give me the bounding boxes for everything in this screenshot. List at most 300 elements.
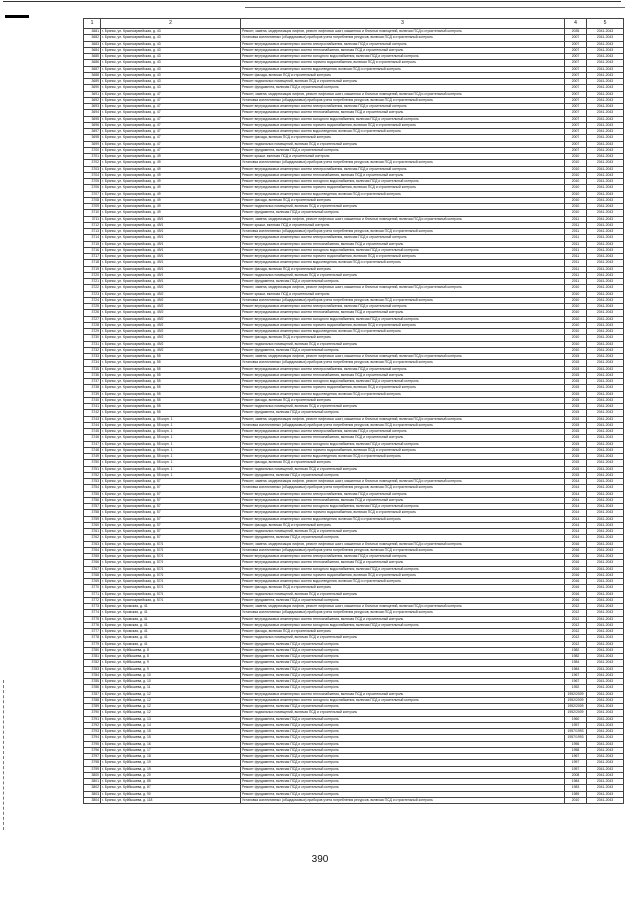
row-number: 3725 xyxy=(84,304,101,310)
row-period: 2041-2043 xyxy=(587,666,624,672)
row-number: 3695 xyxy=(84,116,101,122)
row-period: 2041-2043 xyxy=(587,129,624,135)
row-number: 3716 xyxy=(84,247,101,253)
row-year: 2012 xyxy=(565,616,587,622)
row-work-type: Ремонт фундамента, включая ПСД и строительный контроль xyxy=(241,672,565,678)
row-number: 3746 xyxy=(84,435,101,441)
row-address: г. Брянск, ул. Красноармейская, д. 57/1 xyxy=(101,566,241,572)
row-address: г. Брянск, ул. Кромская, д. 41 xyxy=(101,622,241,628)
row-period: 2041-2043 xyxy=(587,322,624,328)
row-work-type: Установка коллективных (общедомовых) приборов учета потребления ресурсов, включая ПСД и строительный контроль xyxy=(241,160,565,166)
row-address: г. Брянск, ул. Куйбышева, д. 12 xyxy=(101,691,241,697)
row-year: 1956 xyxy=(565,741,587,747)
row-year: 2015 xyxy=(565,366,587,372)
row-address: г. Брянск, ул. Красноармейская, д. 55 xyxy=(101,372,241,378)
row-number: 3713 xyxy=(84,229,101,235)
row-year: 2015 xyxy=(565,466,587,472)
row-work-type: Ремонт внутридомовых инженерных систем водоотведения, включая ПСД и строительный контроль xyxy=(241,260,565,266)
row-number: 3736 xyxy=(84,372,101,378)
row-year: 1967 xyxy=(565,679,587,685)
row-work-type: Ремонт фундамента, включая ПСД и строительный контроль xyxy=(241,597,565,603)
row-work-type: Ремонт фасада, включая ПСД и строительный контроль xyxy=(241,585,565,591)
row-period: 2041-2043 xyxy=(587,229,624,235)
row-period: 2041-2043 xyxy=(587,335,624,341)
row-year: 2014 xyxy=(565,485,587,491)
row-period: 2041-2043 xyxy=(587,747,624,753)
row-period: 2041-2043 xyxy=(587,272,624,278)
row-work-type: Ремонт внутридомовых инженерных систем электроснабжения, включая ПСД и строительный контроль xyxy=(241,491,565,497)
row-number: 3712 xyxy=(84,222,101,228)
row-address: г. Брянск, ул. Красноармейская, д. 55 xyxy=(101,354,241,360)
row-number: 3772 xyxy=(84,597,101,603)
row-work-type: Ремонт фундамента, включая ПСД и строительный контроль xyxy=(241,147,565,153)
row-period: 2041-2043 xyxy=(587,535,624,541)
row-work-type: Ремонт внутридомовых инженерных систем электроснабжения, включая ПСД и строительный контроль xyxy=(241,166,565,172)
row-number: 3803 xyxy=(84,791,101,797)
row-number: 3735 xyxy=(84,366,101,372)
row-number: 3738 xyxy=(84,385,101,391)
row-work-type: Ремонт фасада, включая ПСД и строительный контроль xyxy=(241,135,565,141)
row-address: г. Брянск, ул. Красноармейская, д. 49/2 xyxy=(101,304,241,310)
row-number: 3692 xyxy=(84,97,101,103)
row-work-type: Ремонт фундамента, включая ПСД и строительный контроль xyxy=(241,666,565,672)
row-year: 2007 xyxy=(565,135,587,141)
row-address: г. Брянск, ул. Куйбышева, д. 87 xyxy=(101,785,241,791)
row-period: 2041-2043 xyxy=(587,29,624,35)
row-year: 2010 xyxy=(565,154,587,160)
row-work-type: Ремонт внутридомовых инженерных систем теплоснабжения, включая ПСД и строительный контроль xyxy=(241,497,565,503)
row-address: г. Брянск, ул. Красноармейская, д. 47 xyxy=(101,141,241,147)
top-rule xyxy=(3,1,621,2)
row-number: 3737 xyxy=(84,379,101,385)
row-work-type: Ремонт, замена, модернизация лифтов, ремонт лифтовых шахт, машинных и блочных помещений, включая ПСД и строительный контроль xyxy=(241,479,565,485)
row-number: 3758 xyxy=(84,510,101,516)
row-period: 2041-2043 xyxy=(587,454,624,460)
row-period: 2041-2043 xyxy=(587,710,624,716)
row-period: 2041-2043 xyxy=(587,647,624,653)
row-work-type: Установка коллективных (общедомовых) приборов учета потребления ресурсов, включая ПСД и строительный контроль xyxy=(241,485,565,491)
row-year: 2007 xyxy=(565,91,587,97)
row-work-type: Ремонт внутридомовых инженерных систем холодного водоснабжения, включая ПСД и строительный контроль xyxy=(241,379,565,385)
row-number: 3786 xyxy=(84,685,101,691)
row-year: 1984 xyxy=(565,660,587,666)
row-year: 2015 xyxy=(565,410,587,416)
row-year: 2016 xyxy=(565,560,587,566)
row-period: 2041-2043 xyxy=(587,566,624,572)
row-work-type: Ремонт крыши, включая ПСД и строительный контроль xyxy=(241,291,565,297)
row-address: г. Брянск, ул. Красноармейская, д. 49 xyxy=(101,166,241,172)
row-period: 2041-2043 xyxy=(587,147,624,153)
row-address: г. Брянск, ул. Красноармейская, д. 57/1 xyxy=(101,541,241,547)
row-address: г. Брянск, ул. Красноармейская, д. 55 корп. 1 xyxy=(101,466,241,472)
row-year: 2010 xyxy=(565,191,587,197)
row-address: г. Брянск, ул. Кромская, д. 41 xyxy=(101,629,241,635)
row-year: 2011 xyxy=(565,222,587,228)
row-period: 2041-2043 xyxy=(587,154,624,160)
row-year: 2007 xyxy=(565,122,587,128)
row-work-type: Ремонт фундамента, включая ПСД и строительный контроль xyxy=(241,747,565,753)
row-work-type: Ремонт внутридомовых инженерных систем водоотведения, включая ПСД и строительный контроль xyxy=(241,129,565,135)
row-address: г. Брянск, ул. Красноармейская, д. 49/2 xyxy=(101,335,241,341)
row-number: 3776 xyxy=(84,622,101,628)
row-number: 3754 xyxy=(84,485,101,491)
row-work-type: Ремонт подвальных помещений, включая ПСД и строительный контроль xyxy=(241,141,565,147)
row-work-type: Установка коллективных (общедомовых) приборов учета потребления ресурсов, включая ПСД и строительный контроль xyxy=(241,422,565,428)
row-period: 2041-2043 xyxy=(587,35,624,41)
row-address: г. Брянск, ул. Куйбышева, д. 12 xyxy=(101,697,241,703)
row-period: 2041-2043 xyxy=(587,447,624,453)
header-col-year: 4 xyxy=(565,19,587,29)
row-number: 3783 xyxy=(84,666,101,672)
row-period: 2041-2043 xyxy=(587,297,624,303)
row-work-type: Ремонт внутридомовых инженерных систем водоотведения, включая ПСД и строительный контроль xyxy=(241,329,565,335)
row-work-type: Ремонт, замена, модернизация лифтов, ремонт лифтовых шахт, машинных и блочных помещений, включая ПСД и строительный контроль xyxy=(241,541,565,547)
row-number: 3688 xyxy=(84,72,101,78)
row-year: 2015 xyxy=(565,454,587,460)
row-work-type: Ремонт внутридомовых инженерных систем холодного водоснабжения, включая ПСД и строительный контроль xyxy=(241,441,565,447)
row-address: г. Брянск, ул. Красноармейская, д. 55 корп. 1 xyxy=(101,416,241,422)
row-period: 2041-2043 xyxy=(587,572,624,578)
row-work-type: Ремонт фундамента, включая ПСД и строительный контроль xyxy=(241,347,565,353)
row-address: г. Брянск, ул. Красноармейская, д. 49/2 xyxy=(101,297,241,303)
row-work-type: Ремонт фундамента, включая ПСД и строительный контроль xyxy=(241,772,565,778)
row-work-type: Ремонт внутридомовых инженерных систем электроснабжения, включая ПСД и строительный контроль xyxy=(241,366,565,372)
row-period: 2041-2043 xyxy=(587,79,624,85)
row-address: г. Брянск, ул. Красноармейская, д. 47 xyxy=(101,135,241,141)
row-year: 2011 xyxy=(565,279,587,285)
row-year: 1957 xyxy=(565,766,587,772)
row-address: г. Брянск, ул. Красноармейская, д. 43 xyxy=(101,79,241,85)
row-number: 3715 xyxy=(84,241,101,247)
row-address: г. Брянск, ул. Красноармейская, д. 55 корп. 1 xyxy=(101,422,241,428)
row-number: 3740 xyxy=(84,397,101,403)
row-number: 3788 xyxy=(84,697,101,703)
row-year: 1952 xyxy=(565,685,587,691)
row-year: 2014 xyxy=(565,504,587,510)
row-address: г. Брянск, ул. Куйбышева, д. 10 xyxy=(101,679,241,685)
row-year: 1958 xyxy=(565,747,587,753)
row-number: 3774 xyxy=(84,610,101,616)
row-number: 3797 xyxy=(84,754,101,760)
row-work-type: Ремонт внутридомовых инженерных систем горячего водоснабжения, включая ПСД и строительный контроль xyxy=(241,447,565,453)
row-year: 2015 xyxy=(565,441,587,447)
row-address: г. Брянск, ул. Куйбышева, д. 19 xyxy=(101,760,241,766)
row-address: г. Брянск, ул. Куйбышева, д. 18 xyxy=(101,754,241,760)
row-year: 2016 xyxy=(565,572,587,578)
row-number: 3700 xyxy=(84,147,101,153)
row-work-type: Ремонт фасада, включая ПСД и строительный контроль xyxy=(241,197,565,203)
row-number: 3804 xyxy=(84,797,101,803)
row-number: 3724 xyxy=(84,297,101,303)
row-year: 2010 xyxy=(565,335,587,341)
row-address: г. Брянск, ул. Куйбышева, д. 12 xyxy=(101,704,241,710)
register-table xyxy=(83,18,624,804)
row-year: 2015 xyxy=(565,435,587,441)
row-year: 1967 xyxy=(565,754,587,760)
row-number: 3717 xyxy=(84,254,101,260)
row-number: 3684 xyxy=(84,47,101,53)
row-address: г. Брянск, ул. Красноармейская, д. 47 xyxy=(101,91,241,97)
row-address: г. Брянск, ул. Красноармейская, д. 55 xyxy=(101,410,241,416)
row-address: г. Брянск, ул. Красноармейская, д. 49/1 xyxy=(101,266,241,272)
row-period: 2041-2043 xyxy=(587,547,624,553)
row-work-type: Ремонт внутридомовых инженерных систем водоотведения, включая ПСД и строительный контроль xyxy=(241,579,565,585)
row-period: 2041-2043 xyxy=(587,360,624,366)
row-year: 1983 xyxy=(565,785,587,791)
row-number: 3756 xyxy=(84,497,101,503)
row-period: 2041-2043 xyxy=(587,166,624,172)
row-number: 3760 xyxy=(84,522,101,528)
row-number: 3726 xyxy=(84,310,101,316)
row-work-type: Ремонт, замена, модернизация лифтов, ремонт лифтовых шахт, машинных и блочных помещений, включая ПСД и строительный контроль xyxy=(241,285,565,291)
row-period: 2041-2043 xyxy=(587,354,624,360)
row-address: г. Брянск, ул. Куйбышева, д. 11 xyxy=(101,685,241,691)
row-number: 3742 xyxy=(84,410,101,416)
row-address: г. Брянск, ул. Красноармейская, д. 49/1 xyxy=(101,235,241,241)
row-period: 2041-2043 xyxy=(587,291,624,297)
row-address: г. Брянск, ул. Красноармейская, д. 49/2 xyxy=(101,316,241,322)
row-address: г. Брянск, ул. Куйбышева, д. 14 xyxy=(101,722,241,728)
row-address: г. Брянск, ул. Куйбышева, д. 19 xyxy=(101,766,241,772)
row-year: 2007 xyxy=(565,54,587,60)
row-address: г. Брянск, ул. Красноармейская, д. 43 xyxy=(101,54,241,60)
row-work-type: Ремонт фундамента, включая ПСД и строительный контроль xyxy=(241,741,565,747)
row-work-type: Ремонт фасада, включая ПСД и строительный контроль xyxy=(241,629,565,635)
row-work-type: Ремонт, замена, модернизация лифтов, ремонт лифтовых шахт, машинных и блочных помещений, включая ПСД и строительный контроль xyxy=(241,604,565,610)
row-address: г. Брянск, ул. Куйбышева, д. 85 xyxy=(101,779,241,785)
top-rule-secondary xyxy=(245,7,625,8)
row-number: 3780 xyxy=(84,647,101,653)
row-year: 2035 xyxy=(565,29,587,35)
row-work-type: Ремонт фундамента, включая ПСД и строительный контроль xyxy=(241,766,565,772)
row-year: 2007 xyxy=(565,60,587,66)
row-number: 3752 xyxy=(84,472,101,478)
row-period: 2041-2043 xyxy=(587,266,624,272)
table-body xyxy=(84,29,624,804)
header-col-address: 2 xyxy=(101,19,241,29)
row-year: 2008 xyxy=(565,772,587,778)
row-year: 2012 xyxy=(565,635,587,641)
row-work-type: Ремонт фундамента, включая ПСД и строительный контроль xyxy=(241,754,565,760)
row-work-type: Ремонт внутридомовых инженерных систем электроснабжения, включая ПСД и строительный контроль xyxy=(241,235,565,241)
row-address: г. Брянск, ул. Красноармейская, д. 49 xyxy=(101,197,241,203)
row-period: 2041-2043 xyxy=(587,704,624,710)
row-address: г. Брянск, ул. Красноармейская, д. 49/1 xyxy=(101,260,241,266)
header-col-number: 1 xyxy=(84,19,101,29)
row-address: г. Брянск, ул. Красноармейская, д. 47 xyxy=(101,122,241,128)
row-number: 3703 xyxy=(84,166,101,172)
row-year: 2015 xyxy=(565,422,587,428)
row-address: г. Брянск, ул. Красноармейская, д. 55 xyxy=(101,379,241,385)
row-number: 3770 xyxy=(84,585,101,591)
row-number: 3696 xyxy=(84,122,101,128)
row-number: 3768 xyxy=(84,572,101,578)
row-number: 3791 xyxy=(84,716,101,722)
row-work-type: Ремонт фасада, включая ПСД и строительный контроль xyxy=(241,397,565,403)
row-period: 2041-2043 xyxy=(587,222,624,228)
row-work-type: Ремонт фундамента, включая ПСД и строительный контроль xyxy=(241,410,565,416)
row-work-type: Ремонт внутридомовых инженерных систем водоотведения, включая ПСД и строительный контроль xyxy=(241,66,565,72)
row-year: 1957 xyxy=(565,760,587,766)
row-period: 2041-2043 xyxy=(587,554,624,560)
row-number: 3779 xyxy=(84,641,101,647)
row-number: 3800 xyxy=(84,772,101,778)
row-number: 3730 xyxy=(84,335,101,341)
row-period: 2041-2043 xyxy=(587,660,624,666)
row-work-type: Ремонт внутридомовых инженерных систем электроснабжения, включая ПСД и строительный контроль xyxy=(241,41,565,47)
row-number: 3701 xyxy=(84,154,101,160)
row-address: г. Брянск, ул. Красноармейская, д. 49/1 xyxy=(101,247,241,253)
row-address: г. Брянск, ул. Красноармейская, д. 49 xyxy=(101,179,241,185)
row-work-type: Ремонт внутридомовых инженерных систем теплоснабжения, включая ПСД и строительный контроль xyxy=(241,560,565,566)
row-period: 2041-2043 xyxy=(587,316,624,322)
row-year: 2015 xyxy=(565,391,587,397)
row-work-type: Ремонт внутридомовых инженерных систем теплоснабжения, включая ПСД и строительный контроль xyxy=(241,435,565,441)
page-number: 390 xyxy=(311,854,329,865)
row-work-type: Ремонт внутридомовых инженерных систем водоотведения, включая ПСД и строительный контроль xyxy=(241,516,565,522)
row-work-type: Ремонт внутридомовых инженерных систем горячего водоснабжения, включая ПСД и строительный контроль xyxy=(241,185,565,191)
row-period: 2041-2043 xyxy=(587,472,624,478)
header-col-period: 5 xyxy=(587,19,624,29)
row-period: 2041-2043 xyxy=(587,635,624,641)
row-number: 3775 xyxy=(84,616,101,622)
row-year: 1982 xyxy=(565,654,587,660)
row-work-type: Ремонт фундамента, включая ПСД и строительный контроль xyxy=(241,722,565,728)
row-address: г. Брянск, ул. Красноармейская, д. 47 xyxy=(101,116,241,122)
row-period: 2041-2043 xyxy=(587,172,624,178)
row-work-type: Ремонт внутридомовых инженерных систем холодного водоснабжения, включая ПСД и строительный контроль xyxy=(241,622,565,628)
row-year: 2011 xyxy=(565,272,587,278)
row-work-type: Ремонт внутридомовых инженерных систем холодного водоснабжения, включая ПСД и строительный контроль xyxy=(241,504,565,510)
row-period: 2041-2043 xyxy=(587,141,624,147)
row-number: 3799 xyxy=(84,766,101,772)
row-period: 2041-2043 xyxy=(587,104,624,110)
row-year: 2015 xyxy=(565,460,587,466)
row-work-type: Установка коллективных (общедомовых) приборов учета потребления ресурсов, включая ПСД и строительный контроль xyxy=(241,229,565,235)
row-work-type: Ремонт внутридомовых инженерных систем электроснабжения, включая ПСД и строительный контроль xyxy=(241,429,565,435)
row-period: 2041-2043 xyxy=(587,135,624,141)
row-number: 3778 xyxy=(84,635,101,641)
row-year: 2016 xyxy=(565,579,587,585)
row-year: 2014 xyxy=(565,479,587,485)
row-work-type: Ремонт внутридомовых инженерных систем теплоснабжения, включая ПСД и строительный контроль xyxy=(241,372,565,378)
row-year: 2007 xyxy=(565,110,587,116)
row-address: г. Брянск, ул. Красноармейская, д. 57 xyxy=(101,510,241,516)
row-year: 2015 xyxy=(565,354,587,360)
row-number: 3707 xyxy=(84,191,101,197)
row-number: 3711 xyxy=(84,216,101,222)
row-number: 3686 xyxy=(84,60,101,66)
row-year: 2007 xyxy=(565,97,587,103)
row-number: 3710 xyxy=(84,210,101,216)
row-number: 3761 xyxy=(84,529,101,535)
row-address: г. Брянск, ул. Красноармейская, д. 57 xyxy=(101,504,241,510)
row-period: 2041-2043 xyxy=(587,791,624,797)
row-work-type: Ремонт, замена, модернизация лифтов, ремонт лифтовых шахт, машинных и блочных помещений, включая ПСД и строительный контроль xyxy=(241,216,565,222)
row-work-type: Установка коллективных (общедомовых) приборов учета потребления ресурсов, включая ПСД и строительный контроль xyxy=(241,97,565,103)
row-period: 2041-2043 xyxy=(587,654,624,660)
row-address: г. Брянск, ул. Красноармейская, д. 49/2 xyxy=(101,341,241,347)
row-period: 2041-2043 xyxy=(587,304,624,310)
row-period: 2041-2043 xyxy=(587,416,624,422)
row-address: г. Брянск, ул. Красноармейская, д. 47 xyxy=(101,129,241,135)
row-year: 2010 xyxy=(565,179,587,185)
row-work-type: Ремонт внутридомовых инженерных систем горячего водоснабжения, включая ПСД и строительный контроль xyxy=(241,60,565,66)
row-number: 3683 xyxy=(84,41,101,47)
row-period: 2041-2043 xyxy=(587,691,624,697)
row-work-type: Ремонт фундамента, включая ПСД и строительный контроль xyxy=(241,791,565,797)
row-year: 2014 xyxy=(565,522,587,528)
row-work-type: Ремонт внутридомовых инженерных систем горячего водоснабжения, включая ПСД и строительный контроль xyxy=(241,510,565,516)
row-year: 2016 xyxy=(565,554,587,560)
row-year: 2007 xyxy=(565,147,587,153)
row-period: 2041-2043 xyxy=(587,372,624,378)
row-work-type: Ремонт фундамента, включая ПСД и строительный контроль xyxy=(241,760,565,766)
row-address: г. Брянск, ул. Красноармейская, д. 49/2 xyxy=(101,329,241,335)
row-period: 2041-2043 xyxy=(587,616,624,622)
row-address: г. Брянск, ул. Красноармейская, д. 57/1 xyxy=(101,572,241,578)
row-work-type: Ремонт внутридомовых инженерных систем горячего водоснабжения, включая ПСД и строительный контроль xyxy=(241,385,565,391)
row-year: 1952/2009 xyxy=(565,704,587,710)
row-number: 3795 xyxy=(84,741,101,747)
row-address: г. Брянск, ул. Красноармейская, д. 49 xyxy=(101,191,241,197)
row-work-type: Установка коллективных (общедомовых) приборов учета потребления ресурсов, включая ПСД и строительный контроль xyxy=(241,297,565,303)
row-work-type: Ремонт подвальных помещений, включая ПСД и строительный контроль xyxy=(241,710,565,716)
row-number: 3690 xyxy=(84,85,101,91)
row-address: г. Брянск, ул. Куйбышева, д. 16 xyxy=(101,741,241,747)
row-period: 2041-2043 xyxy=(587,116,624,122)
row-work-type: Ремонт подвальных помещений, включая ПСД и строительный контроль xyxy=(241,341,565,347)
row-work-type: Ремонт подвальных помещений, включая ПСД и строительный контроль xyxy=(241,635,565,641)
row-number: 3802 xyxy=(84,785,101,791)
row-number: 3765 xyxy=(84,554,101,560)
row-year: 1957 xyxy=(565,722,587,728)
row-address: г. Брянск, ул. Красноармейская, д. 49/1 xyxy=(101,229,241,235)
row-address: г. Брянск, ул. Красноармейская, д. 49/1 xyxy=(101,272,241,278)
row-number: 3750 xyxy=(84,460,101,466)
row-work-type: Ремонт фундамента, включая ПСД и строительный контроль xyxy=(241,785,565,791)
row-address: г. Брянск, ул. Красноармейская, д. 57 xyxy=(101,479,241,485)
row-year: 2007 xyxy=(565,79,587,85)
row-year: 2010 xyxy=(565,160,587,166)
row-year: 2007 xyxy=(565,47,587,53)
row-address: г. Брянск, ул. Куйбышева, д. 9 xyxy=(101,660,241,666)
row-year: 1952/2009 xyxy=(565,697,587,703)
row-address: г. Брянск, ул. Красноармейская, д. 55 корп. 1 xyxy=(101,472,241,478)
row-period: 2041-2043 xyxy=(587,516,624,522)
row-number: 3689 xyxy=(84,79,101,85)
row-number: 3734 xyxy=(84,360,101,366)
row-address: г. Брянск, ул. Красноармейская, д. 49/1 xyxy=(101,241,241,247)
row-period: 2041-2043 xyxy=(587,210,624,216)
row-period: 2041-2043 xyxy=(587,310,624,316)
row-year: 2015 xyxy=(565,429,587,435)
row-number: 3687 xyxy=(84,66,101,72)
row-work-type: Ремонт подвальных помещений, включая ПСД и строительный контроль xyxy=(241,272,565,278)
row-work-type: Ремонт фасада, включая ПСД и строительный контроль xyxy=(241,266,565,272)
row-number: 3699 xyxy=(84,141,101,147)
row-number: 3694 xyxy=(84,110,101,116)
row-address: г. Брянск, ул. Красноармейская, д. 57 xyxy=(101,535,241,541)
row-period: 2041-2043 xyxy=(587,460,624,466)
row-address: г. Брянск, ул. Кромская, д. 41 xyxy=(101,641,241,647)
row-work-type: Ремонт внутридомовых инженерных систем теплоснабжения, включая ПСД и строительный контроль xyxy=(241,691,565,697)
row-period: 2041-2043 xyxy=(587,191,624,197)
row-year: 2014 xyxy=(565,491,587,497)
row-work-type: Ремонт фундамента, включая ПСД и строительный контроль xyxy=(241,85,565,91)
row-year: 2016 xyxy=(565,547,587,553)
row-number: 3794 xyxy=(84,735,101,741)
